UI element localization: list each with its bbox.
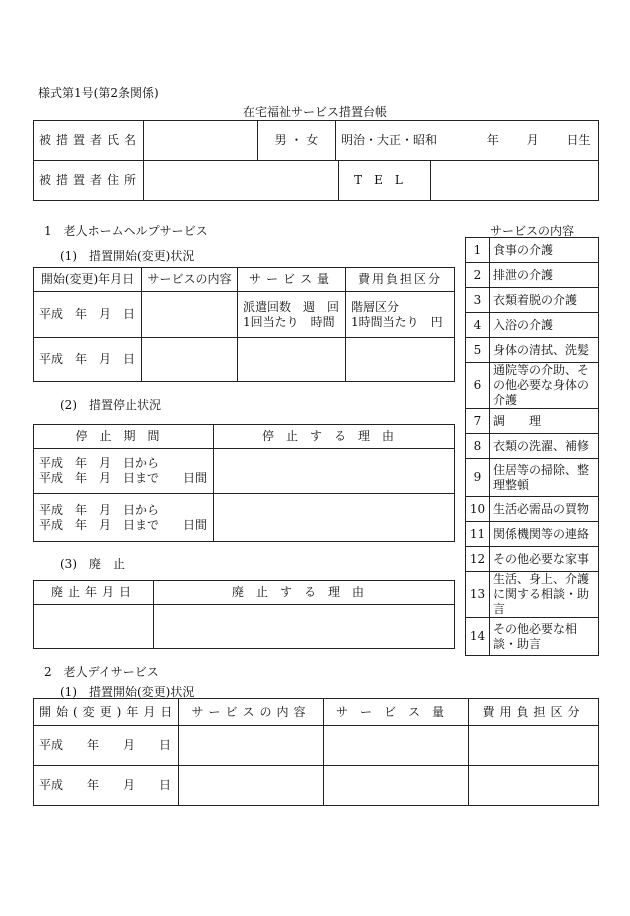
service-amount-cell[interactable] — [324, 766, 469, 806]
gender-choice[interactable]: 男 ・ 女 — [258, 121, 336, 161]
service-number: 12 — [466, 547, 490, 572]
service-amount-cell[interactable] — [324, 726, 469, 766]
service-number: 8 — [466, 434, 490, 459]
col-service-content: サービスの内容 — [179, 699, 324, 726]
service-text: 関係機関等の連絡 — [490, 522, 599, 547]
homehelp-start-table — [33, 267, 455, 382]
service-item — [466, 547, 599, 572]
service-number: 7 — [466, 409, 490, 434]
service-text: 食事の介護 — [490, 238, 599, 263]
service-number: 13 — [466, 572, 490, 618]
service-item — [466, 618, 599, 656]
table-row — [34, 449, 455, 494]
col-abolish-reason: 廃止する理由 — [154, 581, 455, 605]
start-date-cell[interactable]: 平成 年 月 日 — [34, 338, 142, 382]
abolish-date-cell[interactable] — [34, 605, 154, 649]
suspend-period-cell[interactable] — [34, 494, 214, 542]
section1-sub1-title: (1) 措置開始(変更)状況 — [60, 249, 195, 263]
service-amount-cell[interactable] — [238, 292, 346, 338]
homehelp-suspend-table — [33, 424, 455, 542]
service-item — [466, 459, 599, 497]
service-item — [466, 497, 599, 522]
table-row — [34, 292, 455, 338]
service-content-cell[interactable] — [179, 726, 324, 766]
service-amount-cell[interactable] — [238, 338, 346, 382]
table-row — [34, 494, 455, 542]
service-item — [466, 313, 599, 338]
section1-title: 1 老人ホームヘルプサービス — [44, 224, 208, 238]
col-service-amount: サービス量 — [238, 268, 346, 292]
start-date-cell[interactable]: 平成 年 月 日 — [34, 726, 179, 766]
col-start-date: 開始(変更)年月日 — [34, 268, 142, 292]
service-text: 通院等の介助、その他必要な身体の介護 — [490, 363, 599, 409]
service-text: 入浴の介護 — [490, 313, 599, 338]
start-date-cell[interactable]: 平成 年 月 日 — [34, 292, 142, 338]
address-field[interactable] — [144, 161, 339, 201]
service-item — [466, 238, 599, 263]
service-text: 生活必需品の買物 — [490, 497, 599, 522]
service-text: 身体の清拭、洗髪 — [490, 338, 599, 363]
document-title: 在宅福祉サービス措置台帳 — [242, 105, 387, 119]
section1-sub2-title: (2) 措置停止状況 — [60, 398, 161, 412]
birth-month-label: 月 — [526, 133, 539, 147]
section2-title: 2 老人デイサービス — [44, 665, 159, 679]
name-field[interactable] — [144, 121, 258, 161]
service-content-cell[interactable] — [179, 766, 324, 806]
service-text: その他必要な相談・助言 — [490, 618, 599, 656]
suspend-reason-cell[interactable] — [214, 494, 455, 542]
service-number: 3 — [466, 288, 490, 313]
service-item — [466, 363, 599, 409]
hours-per-visit: 1回当たり 時間 — [243, 314, 335, 329]
service-item — [466, 434, 599, 459]
birth-day-label: 日生 — [566, 133, 591, 147]
name-label: 被措置者氏名 — [34, 121, 144, 161]
table-row — [34, 338, 455, 382]
col-start-date: 開始(変更)年月日 — [34, 699, 179, 726]
birth-era: 明治・大正・昭和 — [341, 133, 438, 147]
tel-label: TEL — [339, 161, 431, 201]
suspend-from: 平成 年 月 日から — [39, 502, 160, 517]
cost-category-cell[interactable] — [346, 338, 455, 382]
suspend-period-cell[interactable] — [34, 449, 214, 494]
dayservice-start-table — [33, 698, 599, 806]
table-row — [34, 605, 455, 649]
birth-date-field[interactable] — [336, 121, 599, 161]
service-content-cell[interactable] — [142, 292, 238, 338]
col-cost-category: 費用負担区分 — [469, 699, 599, 726]
abolish-reason-cell[interactable] — [154, 605, 455, 649]
col-abolish-date: 廃止年月日 — [34, 581, 154, 605]
service-item — [466, 338, 599, 363]
cost-category-cell[interactable] — [346, 292, 455, 338]
services-title: サービスの内容 — [489, 224, 574, 238]
header-table — [33, 120, 599, 201]
service-text: 生活、身上、介護に関する相談・助言 — [490, 572, 599, 618]
start-date-cell[interactable]: 平成 年 月 日 — [34, 766, 179, 806]
section1-sub3-title: (3) 廃 止 — [60, 557, 125, 571]
col-suspend-reason: 停止する理由 — [214, 425, 455, 449]
tier-label: 階層区分 — [351, 299, 400, 314]
service-text: 調 理 — [490, 409, 599, 434]
cost-category-cell[interactable] — [469, 766, 599, 806]
suspend-to: 平成 年 月 日まで 日間 — [39, 517, 208, 532]
service-item — [466, 288, 599, 313]
service-item — [466, 522, 599, 547]
service-content-cell[interactable] — [142, 338, 238, 382]
service-number: 6 — [466, 363, 490, 409]
service-number: 11 — [466, 522, 490, 547]
service-number: 4 — [466, 313, 490, 338]
section2-sub1-title: (1) 措置開始(変更)状況 — [60, 685, 195, 699]
service-number: 2 — [466, 263, 490, 288]
dispatch-count: 派遣回数 週 回 — [243, 299, 340, 314]
service-number: 14 — [466, 618, 490, 656]
service-number: 1 — [466, 238, 490, 263]
col-service-amount: サービス量 — [324, 699, 469, 726]
service-item — [466, 572, 599, 618]
suspend-to: 平成 年 月 日まで 日間 — [39, 471, 208, 485]
col-cost-category: 費用負担区分 — [346, 268, 455, 292]
service-text: 衣類の洗濯、補修 — [490, 434, 599, 459]
service-text: 排泄の介護 — [490, 263, 599, 288]
service-text: 衣類着脱の介護 — [490, 288, 599, 313]
table-row — [34, 766, 599, 806]
col-suspend-period: 停止期間 — [34, 425, 214, 449]
homehelp-abolish-table — [33, 580, 455, 649]
form-number: 様式第1号(第2条関係) — [38, 86, 159, 100]
service-text: 住居等の掃除、整理整頓 — [490, 459, 599, 497]
birth-year-label: 年 — [486, 133, 499, 147]
service-number: 9 — [466, 459, 490, 497]
service-text: その他必要な家事 — [490, 547, 599, 572]
suspend-reason-cell[interactable] — [214, 449, 455, 494]
tel-field[interactable] — [431, 161, 599, 201]
services-table — [465, 237, 599, 656]
cost-category-cell[interactable] — [469, 726, 599, 766]
suspend-from: 平成 年 月 日から — [39, 456, 160, 470]
yen-per-hour: 1時間当たり 円 — [351, 314, 443, 329]
address-label: 被措置者住所 — [34, 161, 144, 201]
service-number: 5 — [466, 338, 490, 363]
col-service-content: サービスの内容 — [142, 268, 238, 292]
table-row — [34, 726, 599, 766]
service-number: 10 — [466, 497, 490, 522]
service-item — [466, 409, 599, 434]
service-item — [466, 263, 599, 288]
